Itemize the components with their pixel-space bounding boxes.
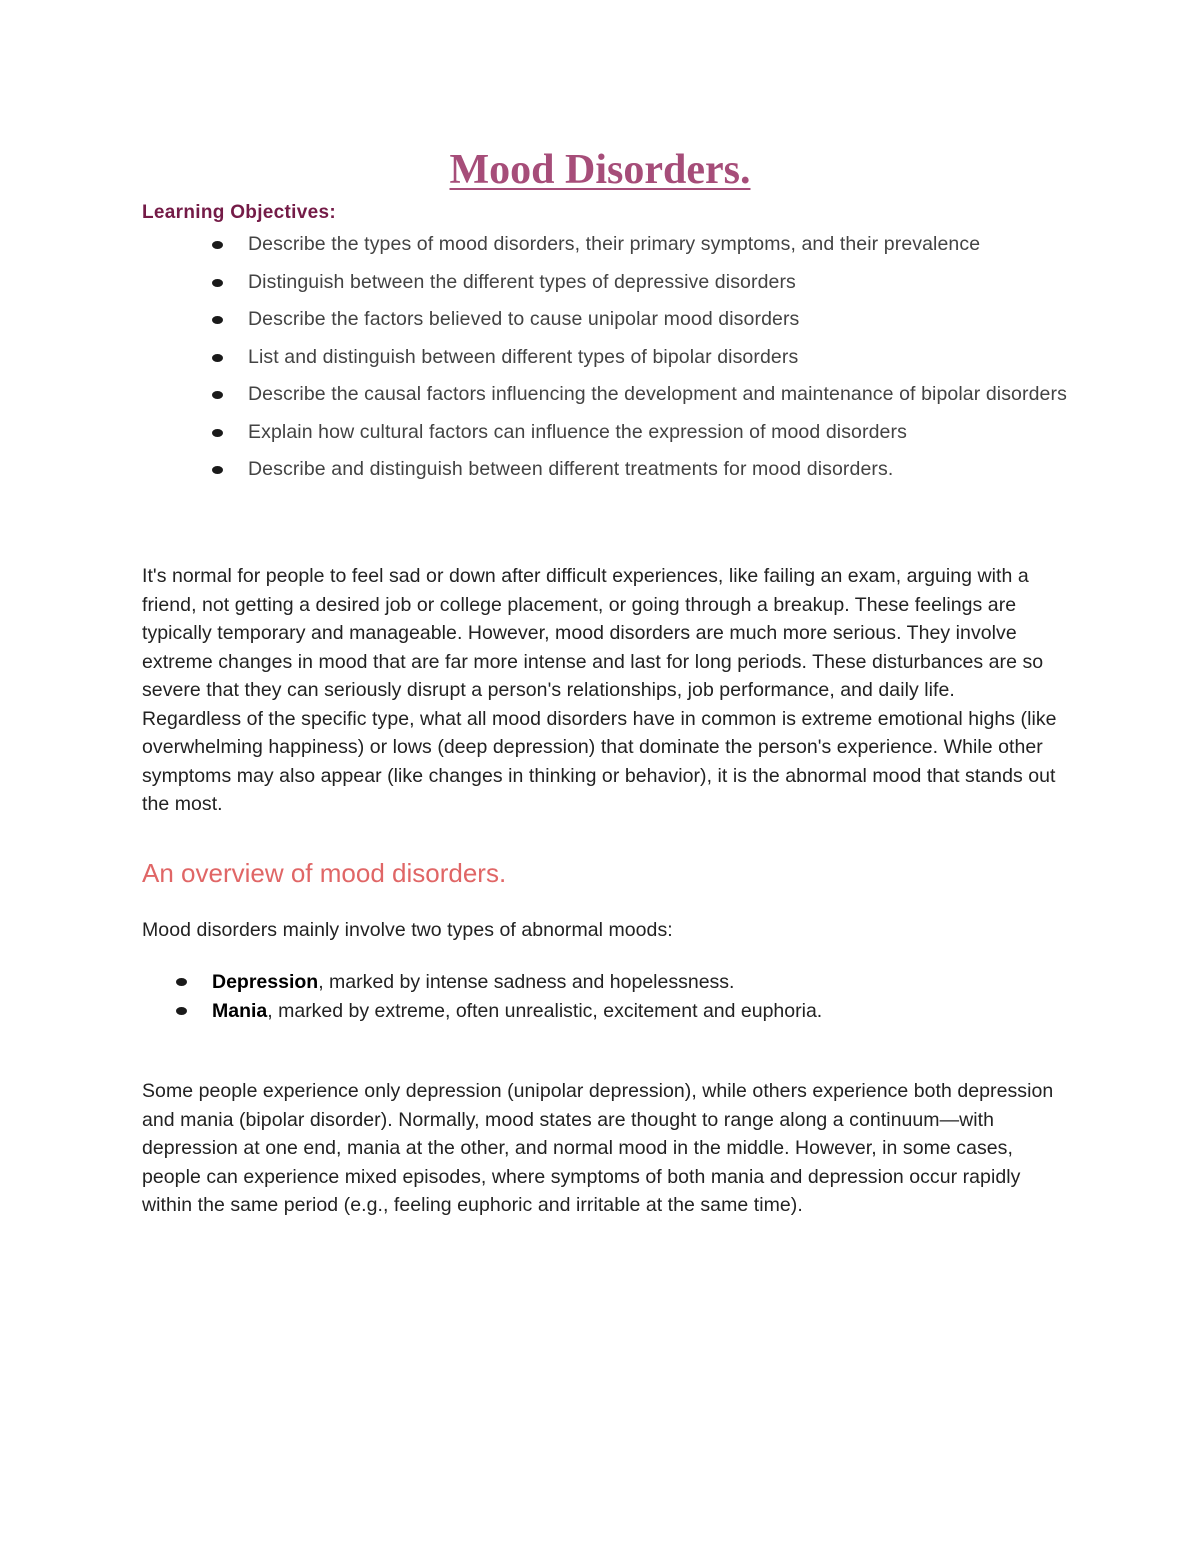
bullet-icon [212, 279, 223, 287]
document-title: Mood Disorders. [449, 147, 751, 193]
list-item [212, 414, 1072, 452]
objective-text: Distinguish between the different types of depressive disorders [248, 270, 796, 293]
learning-objectives-heading: Learning Objectives: [142, 202, 336, 223]
bullet-icon [176, 1007, 187, 1015]
overview-lead-paragraph: Mood disorders mainly involve two types of abnormal moods: [142, 919, 673, 941]
bullet-icon [212, 466, 223, 474]
list-item [212, 226, 1072, 264]
list-item [212, 339, 1072, 377]
bullet-icon [176, 978, 187, 986]
bullet-icon [212, 391, 223, 399]
term-description: , marked by intense sadness and hopelessness. [318, 971, 735, 993]
objective-text: Describe the types of mood disorders, their primary symptoms, and their prevalence [248, 233, 981, 255]
objective-text: Describe the causal factors influencing the development and maintenance of bipolar disorders [248, 383, 1067, 405]
overview-heading: An overview of mood disorders. [142, 858, 507, 888]
list-item [212, 301, 1072, 339]
objective-text: List and distinguish between different types of bipolar disorders [248, 345, 799, 368]
list-item [212, 264, 1072, 302]
list-item [176, 997, 1056, 1026]
objective-text: Explain how cultural factors can influence the expression of mood disorders [248, 420, 907, 443]
overview-paragraph: Some people experience only depression (unipolar depression), while others experience both depression and mania (bipolar disorder). Normally, mood states are thought to range along a continuum—with depression at one end, mania at the other, and normal mood in the middle. However, in some cases, people can experience mixed episodes, where symptoms of both mania and depression occur rapidly within the same period (e.g., feeling euphoric and irritable at the same time). [142, 1080, 1054, 1216]
list-item [176, 968, 1056, 997]
term-depression: Depression [212, 971, 319, 993]
mood-types-list [176, 968, 1056, 1025]
intro-paragraph: It's normal for people to feel sad or down after difficult experiences, like failing an exam, arguing with a friend, not getting a desired job or college placement, or going through a breakup. These feelings are typically temporary and manageable. However, mood disorders are much more serious. They involve extreme changes in mood that are far more intense and last for long periods. These disturbances are so severe that they can seriously disrupt a person's relationships, job performance, and daily life. Regardless of the specific type, what all mood disorders have in common is extreme emotional highs (like overwhelming happiness) or lows (deep depression) that dominate the person's experience. While other symptoms may also appear (like changes in thinking or behavior), it is the abnormal mood that stands out the most. [142, 565, 1057, 815]
bullet-icon [212, 316, 223, 324]
bullet-icon [212, 241, 223, 249]
objective-text: Describe and distinguish between different treatments for mood disorders. [248, 458, 894, 480]
objective-text: Describe the factors believed to cause unipolar mood disorders [248, 308, 800, 330]
list-item [212, 376, 1072, 414]
list-item [212, 451, 1072, 489]
term-mania: Mania [212, 999, 268, 1022]
learning-objectives-list [212, 226, 1072, 489]
term-description: , marked by extreme, often unrealistic, excitement and euphoria. [267, 999, 823, 1022]
bullet-icon [212, 429, 223, 437]
bullet-icon [212, 354, 223, 362]
